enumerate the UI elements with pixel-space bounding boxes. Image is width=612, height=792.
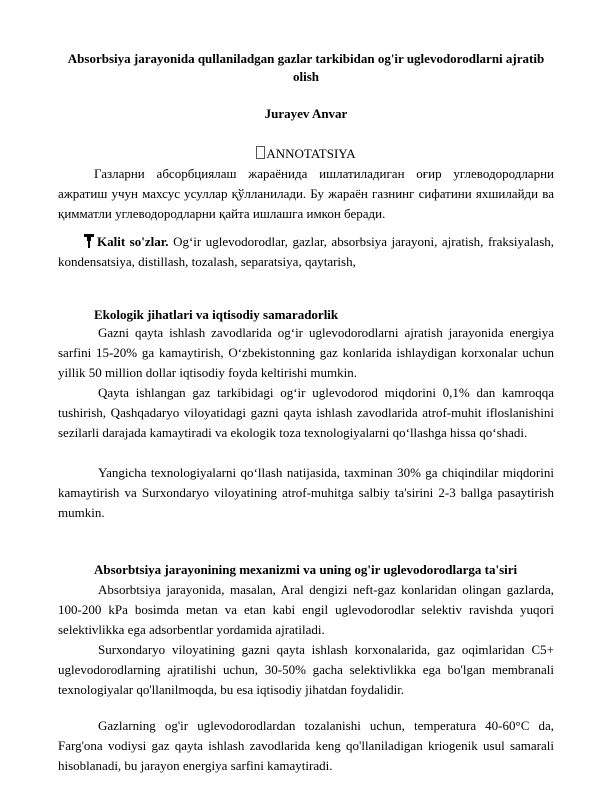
missing-glyph-icon <box>256 146 265 159</box>
section-heading-mechanism: Absorbtsiya jarayonining mexanizmi va uning og'ir uglevodorodlarga ta'siri <box>94 562 518 577</box>
keywords-text: Og‘ir uglevodorodlar, gazlar, absorbsiya jarayoni, ajratish, fraksiyalash, kondensatsiya, distillash, tozalash, separatsiya, qaytarish, <box>58 234 555 269</box>
paragraph: Absorbtsiya jarayonida, masalan, Aral dengizi neft-gaz konlaridan olingan gazlarda, 100-200 kPa bosimda metan va etan kabi engil uglevodorodlar selektiv ravishda yuqori selektivlikka ega adsorbentlar yordamida ajratiladi. <box>58 582 554 637</box>
paragraph: Gazni qayta ishlash zavodlarida og‘ir uglevodorodlarni ajratish jarayonida energiya sarfini 15-20% ga kamaytirish, O‘zbekistonning gaz konlarida ishlaydigan korxonalar uchun yillik 50 million dollar iqtisodiy foyda keltirishi mumkin. <box>58 325 554 380</box>
annotation-heading-text: ANNOTATSIYA <box>266 146 356 161</box>
annotation-heading <box>58 146 554 162</box>
annotation-text: Газларни абсорбциялаш жараёнида ишлатиладиган оғир углеводородларни ажратиш учун махсус усуллар қўлланилади. Бу жараён газнинг сифатини яхшилайди ва қимматли углеводородларни қайта ишлашга имкон беради. <box>58 166 554 221</box>
pin-icon <box>84 234 94 248</box>
keywords-paragraph <box>58 232 554 272</box>
paragraph: Gazlarning og'ir uglevodorodlardan tozalanishi uchun, temperatura 40-60°C da, Farg'ona vodiysi gaz qayta ishlash zavodlarida keng qo'llaniladigan kriogenik usul samarali hisoblanadi, bu jarayon energiya sarfini kamaytiradi. <box>58 718 554 773</box>
author-name: Jurayev Anvar <box>264 106 348 121</box>
paragraph: Yangicha texnologiyalarni qo‘llash natijasida, taxminan 30% ga chiqindilar miqdorini kamaytirish va Surxondaryo viloyatining atrof-muhitga salbiy ta'sirini 2-3 ballga pasaytirish mumkin. <box>58 465 554 520</box>
paragraph: Surxondaryo viloyatining gazni qayta ishlash korxonalarida, gaz oqimlaridan C5+ uglevodorodlarning ajratilishi uchun, 30-50% gacha selektivlikka ega bo'lgan membranali texnologiyalar qo'llanilmoqda, bu esa iqtisodiy jihatdan foydalidir. <box>58 642 554 697</box>
paragraph: Qayta ishlangan gaz tarkibidagi og‘ir uglevodorod miqdorini 0,1% dan kamroqqa tushirish, Qashqadaryo viloyatidagi gazni qayta ishlash zavodlarida atrof-muhit ifloslanishini sezilarli darajada kamaytiradi va ekologik toza texnologiyalarni qo‘llashga hissa qo‘shadi. <box>58 385 554 440</box>
section-heading-ecology: Ekologik jihatlari va iqtisodiy samaradorlik <box>94 307 339 322</box>
keywords-label: Kalit so'zlar. <box>97 234 169 249</box>
document-title: Absorbsiya jarayonida qullaniladgan gazlar tarkibidan og'ir uglevodorodlarni ajratib olish <box>67 51 545 84</box>
